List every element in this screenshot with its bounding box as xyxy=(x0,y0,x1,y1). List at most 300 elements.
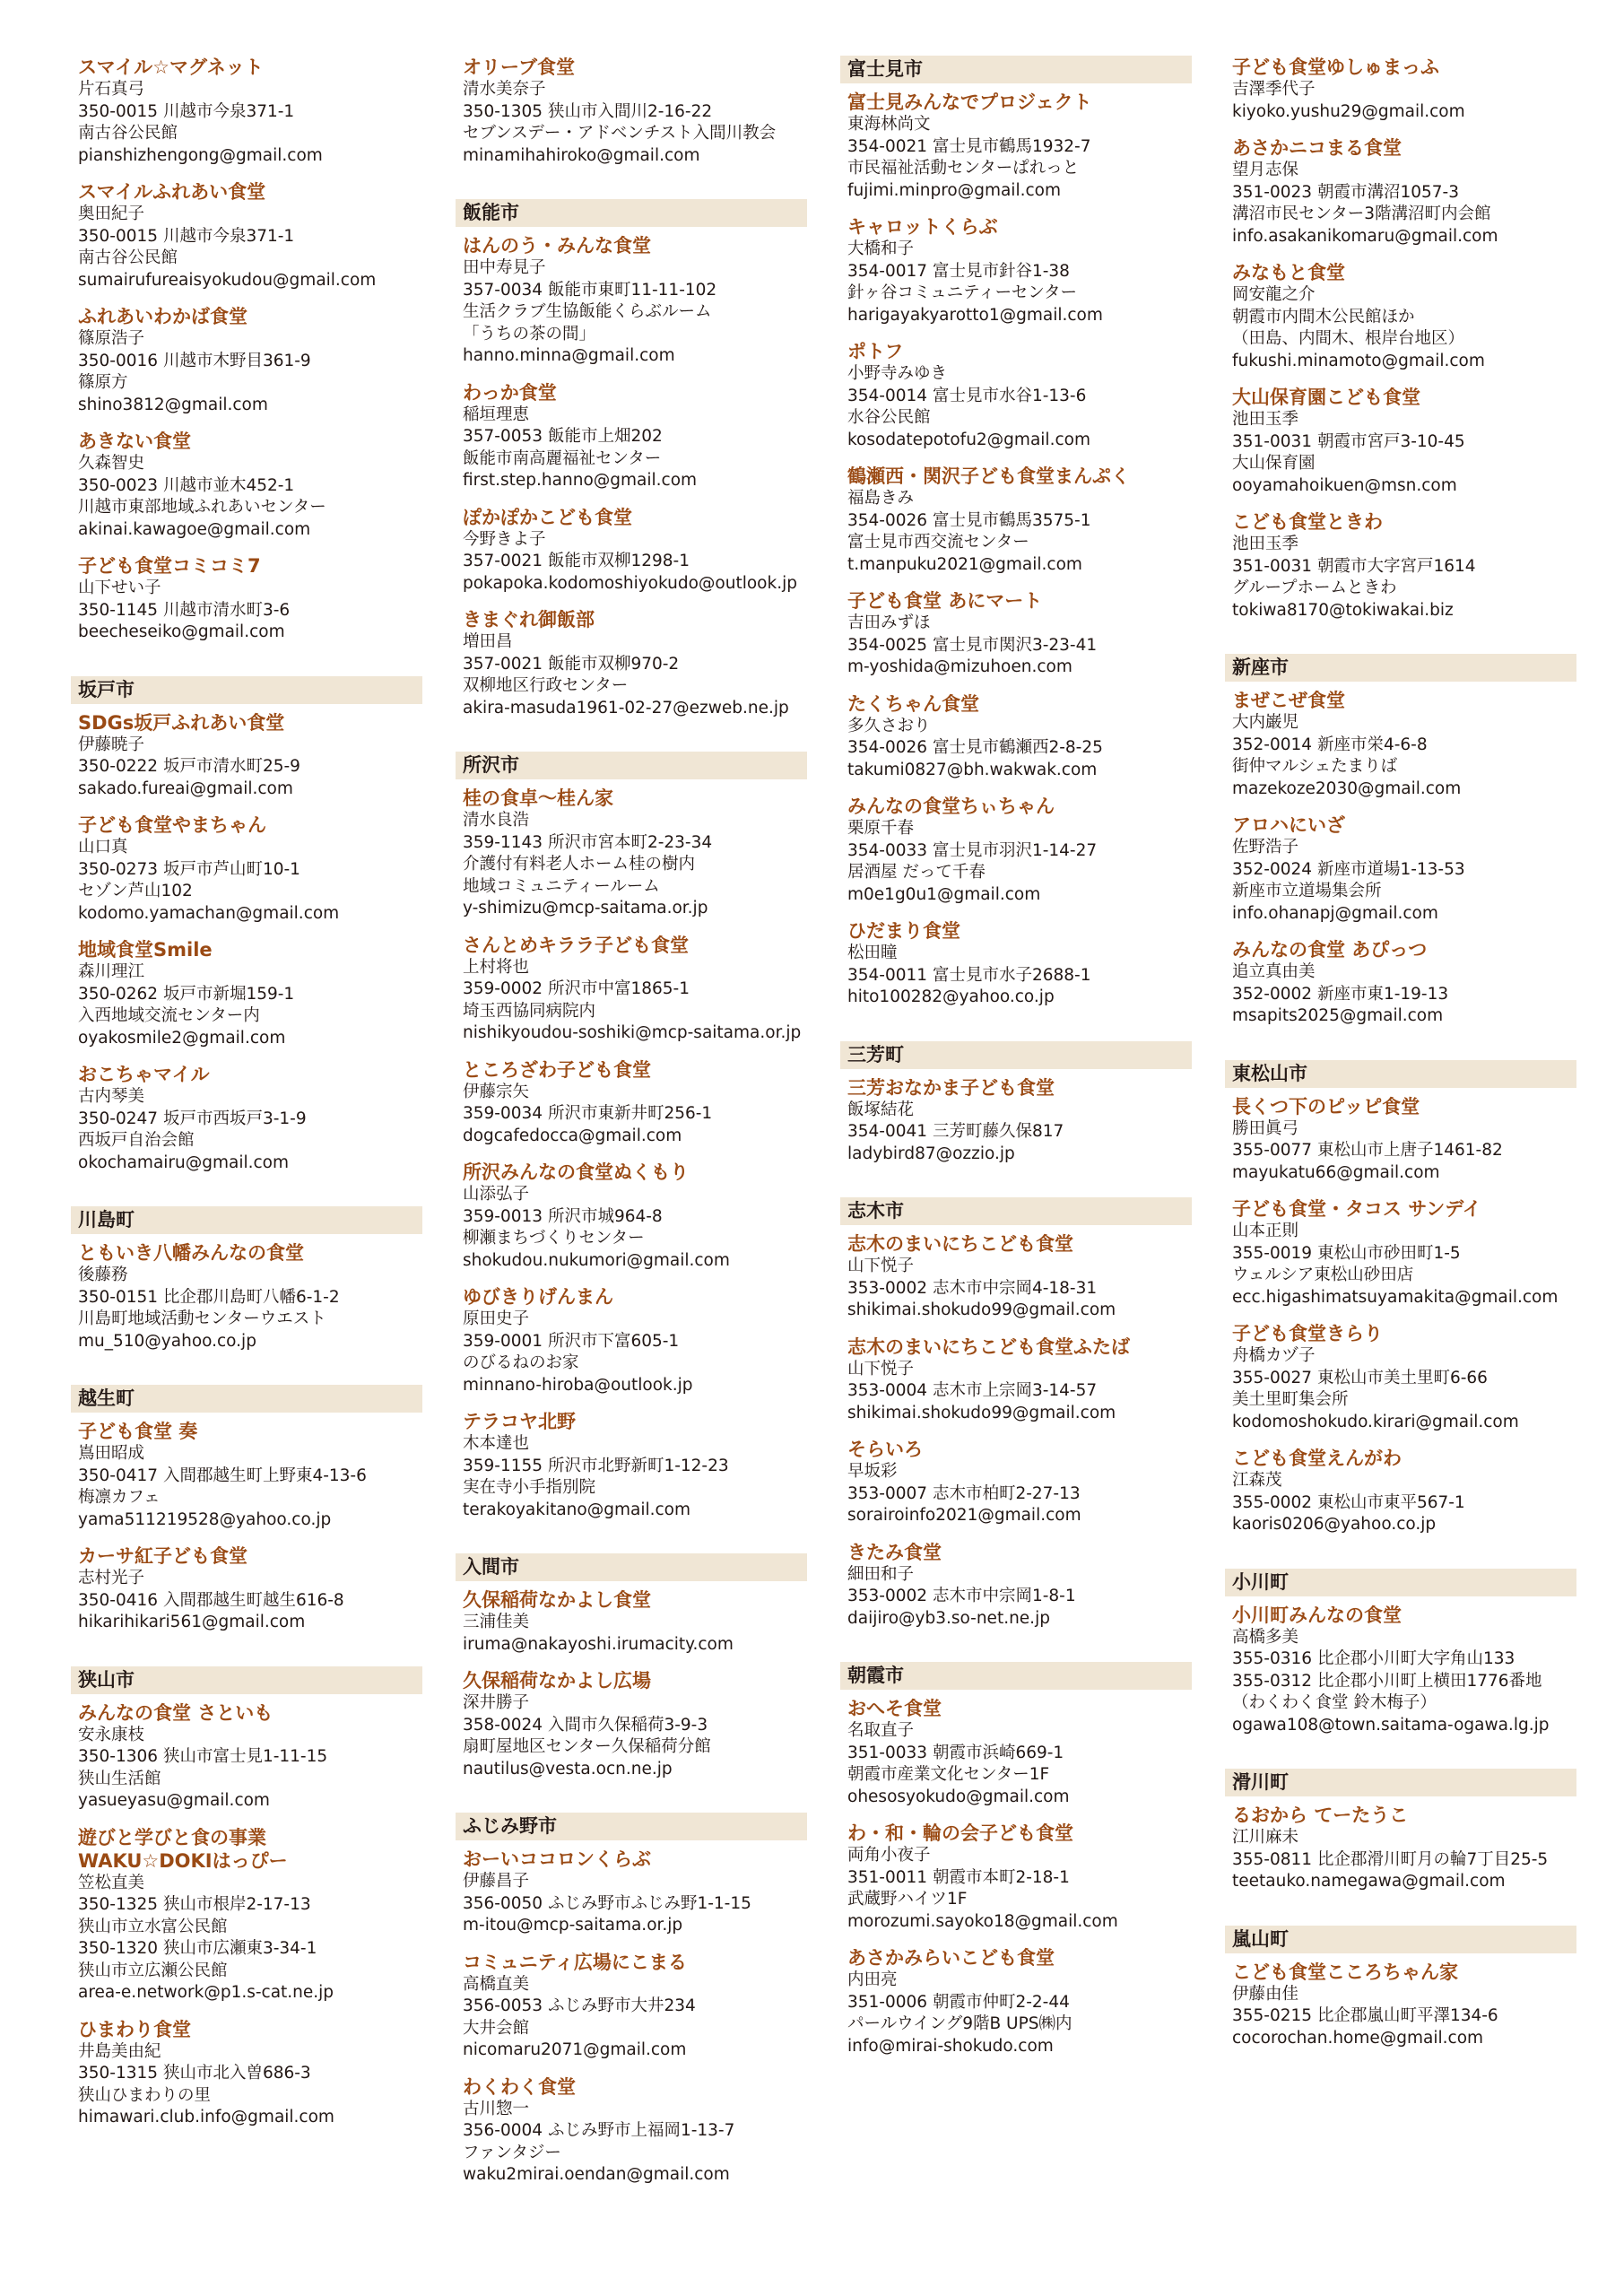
entry-detail: 350-1305 狭山市入間川2-16-22 xyxy=(463,101,713,121)
entry-email: minamihahiroko@gmail.com xyxy=(463,145,700,165)
shokudo-entry xyxy=(840,919,1192,1009)
entry-detail: 安永康枝 xyxy=(78,1725,145,1744)
entry-detail: 木本達也 xyxy=(463,1434,530,1453)
entry-detail: 351-0033 朝霞市浜崎669-1 xyxy=(847,1743,1064,1762)
entry-detail: 吉澤季代子 xyxy=(1232,80,1316,99)
entry-detail: 田中寿見子 xyxy=(463,258,546,277)
entry-detail: 南古谷公民館 xyxy=(78,124,178,143)
entry-detail: 柳瀬まちづくりセンター xyxy=(463,1229,645,1248)
entry-email: area-e.network@p1.s-cat.ne.jp xyxy=(78,1983,334,2002)
entry-name: アロハにいざ xyxy=(1232,814,1345,836)
region-header: 坂戸市 xyxy=(71,676,422,704)
entry-email: sorairoinfo2021@gmail.com xyxy=(847,1506,1081,1525)
entry-detail: 山口真 xyxy=(78,838,128,857)
shokudo-entry xyxy=(1225,1604,1576,1737)
entry-email: first.step.hanno@gmail.com xyxy=(463,471,698,490)
entry-email: nicomaru2071@gmail.com xyxy=(463,2040,687,2059)
entry-detail: 地域コミュニティールーム xyxy=(463,876,660,896)
entry-email: nautilus@vesta.ocn.ne.jp xyxy=(463,1759,673,1779)
region-header: 越生町 xyxy=(71,1385,422,1413)
entry-email: shokudou.nukumori@gmail.com xyxy=(463,1250,730,1270)
entry-detail: 354-0014 富士見市水谷1-13-6 xyxy=(847,386,1087,405)
entry-detail: 稲垣理恵 xyxy=(463,404,530,424)
entry-detail: 355-0215 比企郡嵐山町平澤134-6 xyxy=(1232,2006,1498,2025)
entry-detail: 大内巌児 xyxy=(1232,713,1299,732)
shokudo-entry xyxy=(1225,1447,1576,1536)
shokudo-entry xyxy=(840,1076,1192,1166)
entry-name: 桂の食卓～桂ん家 xyxy=(463,787,613,809)
entry-detail: 水谷公民館 xyxy=(847,408,931,427)
entry-name: みんなの食堂 さといも xyxy=(78,1701,274,1724)
entry-name: テラコヤ北野 xyxy=(463,1411,576,1432)
directory-column-3 xyxy=(840,56,1192,2071)
shokudo-entry xyxy=(71,813,422,925)
entry-email: beecheseiko@gmail.com xyxy=(78,622,285,641)
entry-detail: 望月志保 xyxy=(1232,161,1299,179)
shokudo-entry xyxy=(71,1826,422,2005)
shokudo-entry xyxy=(1225,56,1576,123)
region-section xyxy=(456,1553,807,1780)
entry-detail: グループホームときわ xyxy=(1232,578,1397,597)
entry-detail: 351-0031 朝霞市宮戸3-10-45 xyxy=(1232,431,1465,451)
entry-name: 小川町みんなの食堂 xyxy=(1232,1604,1402,1626)
entry-detail: 針ヶ谷コミュニティーセンター xyxy=(847,283,1078,302)
entry-detail: 介護付有料老人ホーム桂の樹内 xyxy=(463,855,696,874)
shokudo-entry xyxy=(71,430,422,541)
entry-email: pianshizhengong@gmail.com xyxy=(78,145,323,165)
region-header: 朝霞市 xyxy=(840,1662,1192,1690)
entry-email: m-yoshida@mizuhoen.com xyxy=(847,657,1073,676)
entry-email: info.ohanapj@gmail.com xyxy=(1232,903,1438,923)
shokudo-entry xyxy=(456,2075,807,2187)
entry-detail: 久森智史 xyxy=(78,454,145,473)
shokudo-entry xyxy=(840,1541,1192,1631)
entry-detail: 352-0014 新座市栄4-6-8 xyxy=(1232,735,1428,754)
shokudo-entry xyxy=(456,1410,807,1521)
entry-name: わくわく食堂 xyxy=(463,2075,576,2098)
entry-name: 遊びと学びと食の事業 WAKU☆DOKIはっぴー xyxy=(78,1826,288,1872)
region-section xyxy=(456,199,807,719)
entry-detail: 355-0027 東松山市美土里町6-66 xyxy=(1232,1368,1488,1387)
entry-email: daijiro@yb3.so-net.ne.jp xyxy=(847,1608,1050,1628)
entry-detail: 扇町屋地区センター久保稲荷分館 xyxy=(463,1737,711,1756)
entry-detail: 354-0025 富士見市関沢3-23-41 xyxy=(847,635,1098,655)
entry-email: hikarihikari561@gmail.com xyxy=(78,1613,306,1631)
entry-email: tokiwa8170@tokiwakai.biz xyxy=(1232,600,1454,620)
entry-detail: 350-1325 狭山市根岸2-17-13 xyxy=(78,1895,311,1914)
region-section xyxy=(456,752,807,1521)
entry-name: こども食堂ときわ xyxy=(1232,511,1383,533)
shokudo-entry xyxy=(840,795,1192,906)
entry-email: kiyoko.yushu29@gmail.com xyxy=(1232,101,1465,121)
entry-detail: 山下悦子 xyxy=(847,1359,915,1378)
entry-name: まぜこぜ食堂 xyxy=(1232,690,1345,711)
entry-email: cocorochan.home@gmail.com xyxy=(1232,2028,1484,2048)
shokudo-entry xyxy=(456,1058,807,1148)
region-section xyxy=(1225,1926,1576,2050)
entry-detail: 高橋直美 xyxy=(463,1974,530,1994)
entry-detail: 359-1143 所沢市宮本町2-23-34 xyxy=(463,832,713,852)
entry-name: おこちゃマイル xyxy=(78,1064,210,1085)
entry-email: okochamairu@gmail.com xyxy=(78,1152,290,1172)
entry-detail: 実在寺小手指別院 xyxy=(463,1478,596,1497)
entry-detail: 354-0011 富士見市水子2688-1 xyxy=(847,965,1091,985)
entry-email: teetauko.namegawa@gmail.com xyxy=(1232,1872,1506,1891)
entry-detail: 清水美奈子 xyxy=(463,80,546,99)
entry-detail: 名取直子 xyxy=(847,1721,915,1740)
entry-email: sumairufureaisyokudou@gmail.com xyxy=(78,270,377,290)
entry-detail: 佐野浩子 xyxy=(1232,838,1299,857)
entry-detail: 354-0033 富士見市羽沢1-14-27 xyxy=(847,840,1098,860)
entry-email: dogcafedocca@gmail.com xyxy=(463,1126,682,1145)
entry-detail: 新座市立道場集会所 xyxy=(1232,882,1382,900)
entry-detail: 358-0024 入間市久保稲荷3-9-3 xyxy=(463,1715,708,1735)
shokudo-entry xyxy=(1225,136,1576,248)
region-section xyxy=(71,1385,422,1634)
shokudo-entry xyxy=(456,1951,807,2062)
entry-name: スマイルふれあい食堂 xyxy=(78,181,266,203)
entry-detail: 大橋和子 xyxy=(847,239,915,258)
entry-detail: 350-0247 坂戸市西坂戸3-1-9 xyxy=(78,1109,307,1128)
entry-email: ecc.higashimatsuyamakita@gmail.com xyxy=(1232,1287,1559,1307)
shokudo-entry xyxy=(71,1701,422,1813)
entry-detail: 両角小夜子 xyxy=(847,1846,931,1865)
region-header: 嵐山町 xyxy=(1225,1926,1576,1953)
entry-name: きまぐれ御飯部 xyxy=(463,609,595,631)
entry-name: そらいろ xyxy=(847,1439,923,1460)
entry-detail: 多久さおり xyxy=(847,716,931,735)
shokudo-entry xyxy=(1225,1961,1576,2050)
directory-column-2 xyxy=(456,56,807,2200)
entry-detail: 355-0019 東松山市砂田町1-5 xyxy=(1232,1243,1461,1263)
entry-email: shikimai.shokudo99@gmail.com xyxy=(847,1300,1116,1319)
entry-name: わ・和・輪の会子ども食堂 xyxy=(847,1822,1073,1844)
entry-detail: 川越市東部地域ふれあいセンター xyxy=(78,498,326,517)
entry-detail: 井島美由紀 xyxy=(78,2041,161,2061)
entry-email: terakoyakitano@gmail.com xyxy=(463,1500,690,1519)
entry-detail: 350-1306 狭山市富士見1-11-15 xyxy=(78,1747,328,1766)
entry-name: ポトフ xyxy=(847,341,904,362)
entry-email: fujimi.minpro@gmail.com xyxy=(847,180,1061,200)
entry-email: sakado.fureai@gmail.com xyxy=(78,778,293,798)
shokudo-entry xyxy=(456,1669,807,1780)
entry-detail: 350-0015 川越市今泉371-1 xyxy=(78,226,295,246)
shokudo-entry xyxy=(840,589,1192,679)
region-header: 飯能市 xyxy=(456,199,807,227)
entry-detail: 355-0811 比企郡滑川町月の輪7丁目25-5 xyxy=(1232,1849,1549,1869)
entry-detail: 奥田紀子 xyxy=(78,204,145,223)
entry-email: akinai.kawagoe@gmail.com xyxy=(78,519,311,539)
entry-detail: 355-0316 比企郡小川町大字角山133 xyxy=(1232,1649,1515,1668)
entry-detail: 双柳地区行政センター xyxy=(463,676,629,695)
entry-email: y-shimizu@mcp-saitama.or.jp xyxy=(463,899,708,918)
entry-detail: 山添弘子 xyxy=(463,1185,530,1204)
entry-detail: 352-0024 新座市道場1-13-53 xyxy=(1232,859,1465,879)
entry-email: t.manpuku2021@gmail.com xyxy=(847,554,1082,574)
entry-name: はんのう・みんな食堂 xyxy=(463,235,651,257)
entry-name: 子ども食堂・タコス サンデイ xyxy=(1232,1198,1481,1220)
entry-name: オリーブ食堂 xyxy=(463,57,575,78)
entry-name: 子ども食堂やまちゃん xyxy=(78,814,266,836)
entry-detail: ファンタジー xyxy=(463,2143,561,2162)
entry-detail: 片石真弓 xyxy=(78,80,145,99)
shokudo-entry xyxy=(1225,1197,1576,1309)
entry-detail: 舟橋カヅ子 xyxy=(1232,1346,1316,1365)
entry-email: oyakosmile2@gmail.com xyxy=(78,1028,286,1048)
entry-detail: 伊藤暁子 xyxy=(78,735,145,754)
entry-detail: 朝霞市内間木公民館ほか xyxy=(1232,307,1415,326)
region-header: 東松山市 xyxy=(1225,1060,1576,1088)
entry-email: info.asakanikomaru@gmail.com xyxy=(1232,226,1498,246)
entry-detail: 353-0004 志木市上宗岡3-14-57 xyxy=(847,1381,1098,1400)
entry-detail: （田島、内間木、根岸台地区） xyxy=(1232,329,1465,348)
entry-name: ところざわ子ども食堂 xyxy=(463,1058,651,1081)
entry-detail: 飯塚結花 xyxy=(847,1100,915,1119)
entry-detail: 355-0077 東松山市上唐子1461-82 xyxy=(1232,1141,1503,1160)
shokudo-entry xyxy=(1225,689,1576,800)
entry-name: 久保稲荷なかよし広場 xyxy=(463,1670,651,1692)
region-section xyxy=(71,1206,422,1352)
entry-detail: 美土里町集会所 xyxy=(1232,1390,1349,1409)
entry-email: kodomoshokudo.kirari@gmail.com xyxy=(1232,1412,1519,1431)
entry-detail: 350-1315 狭山市北入曽686-3 xyxy=(78,2064,311,2083)
entry-name: あきない食堂 xyxy=(78,430,191,452)
region-section xyxy=(840,1041,1192,1166)
region-section xyxy=(71,56,422,644)
region-section xyxy=(71,676,422,1175)
entry-detail: 359-0034 所沢市東新井町256-1 xyxy=(463,1104,713,1123)
entry-name: ゆびきりげんまん xyxy=(463,1286,613,1308)
entry-detail: 追立真由美 xyxy=(1232,962,1316,981)
entry-email: kodomo.yamachan@gmail.com xyxy=(78,903,340,923)
shokudo-entry xyxy=(840,1822,1192,1933)
region-section xyxy=(840,1197,1192,1630)
entry-name: みんなの食堂 あぴっつ xyxy=(1232,939,1428,961)
entry-name: 子ども食堂コミコミ7 xyxy=(78,555,261,577)
entry-name: キャロットくらぶ xyxy=(847,216,998,238)
entry-name: こども食堂えんがわ xyxy=(1232,1448,1402,1469)
entry-detail: 357-0034 飯能市東町11-11-102 xyxy=(463,280,717,300)
region-section xyxy=(456,1813,807,2187)
entry-email: ogawa108@town.saitama-ogawa.lg.jp xyxy=(1232,1715,1550,1735)
entry-detail: 武蔵野ハイツ1F xyxy=(847,1890,968,1909)
shokudo-entry xyxy=(1225,261,1576,372)
entry-email: yasueyasu@gmail.com xyxy=(78,1791,270,1810)
shokudo-entry xyxy=(840,1438,1192,1527)
shokudo-entry xyxy=(456,1588,807,1656)
entry-email: hanno.minna@gmail.com xyxy=(463,346,675,365)
entry-detail: 森川理江 xyxy=(78,962,145,981)
shokudo-entry xyxy=(71,1241,422,1352)
entry-detail: 354-0026 富士見市鶴瀬西2-8-25 xyxy=(847,738,1103,757)
entry-email: fukushi.minamoto@gmail.com xyxy=(1232,351,1485,370)
shokudo-entry xyxy=(840,692,1192,782)
entry-detail: 篠原方 xyxy=(78,373,128,392)
shokudo-entry xyxy=(456,934,807,1045)
entry-email: ooyamahoikuen@msn.com xyxy=(1232,475,1457,495)
entry-name: 鶴瀬西・関沢子ども食堂まんぷく xyxy=(847,465,1130,487)
entry-name: 所沢みんなの食堂ぬくもり xyxy=(463,1161,689,1183)
entry-name: 子ども食堂 あにマート xyxy=(847,590,1043,612)
entry-detail: 入西地域交流センター内 xyxy=(78,1006,260,1025)
entry-name: ひだまり食堂 xyxy=(847,920,960,942)
entry-detail: 山下せい子 xyxy=(78,578,161,597)
entry-detail: 今野きよ子 xyxy=(463,529,546,549)
entry-detail: セブンスデー・アドベンチスト入間川教会 xyxy=(463,124,777,143)
entry-name: あさかニコまる食堂 xyxy=(1232,137,1402,159)
entry-name: 子ども食堂ゆしゅまっふ xyxy=(1232,57,1439,78)
entry-email: minnano-hiroba@outlook.jp xyxy=(463,1375,693,1395)
entry-detail: 359-0001 所沢市下富605-1 xyxy=(463,1331,680,1351)
entry-name: みなもと食堂 xyxy=(1232,262,1345,283)
entry-email: himawari.club.info@gmail.com xyxy=(78,2108,334,2126)
region-section xyxy=(456,56,807,167)
entry-detail: 福島きみ xyxy=(847,489,915,508)
entry-detail: 嶌田昭成 xyxy=(78,1444,145,1463)
entry-detail: 内田亮 xyxy=(847,1970,898,1989)
entry-name: 子ども食堂 奏 xyxy=(78,1421,198,1442)
entry-name: おへそ食堂 xyxy=(847,1698,942,1719)
entry-name: ひまわり食堂 xyxy=(78,2018,191,2040)
entry-name: 久保稲荷なかよし食堂 xyxy=(463,1589,651,1611)
entry-detail: 351-0011 朝霞市本町2-18-1 xyxy=(847,1867,1070,1887)
region-header: ふじみ野市 xyxy=(456,1813,807,1840)
entry-email: hito100282@yahoo.co.jp xyxy=(847,987,1055,1006)
entry-email: kosodatepotofu2@gmail.com xyxy=(847,430,1090,449)
entry-detail: 後藤務 xyxy=(78,1265,128,1284)
entry-email: morozumi.sayoko18@gmail.com xyxy=(847,1911,1118,1931)
entry-detail: 357-0053 飯能市上畑202 xyxy=(463,427,663,446)
entry-detail: 上村将也 xyxy=(463,957,530,977)
shokudo-entry xyxy=(71,554,422,644)
entry-detail: 川島町地域活動センターウエスト xyxy=(78,1309,326,1328)
entry-name: 地域食堂Smile xyxy=(78,939,213,961)
shokudo-entry xyxy=(71,180,422,291)
region-section xyxy=(1225,1769,1576,1893)
entry-detail: 357-0021 飯能市双柳1298-1 xyxy=(463,552,690,570)
shokudo-entry xyxy=(1225,1095,1576,1185)
region-header: 小川町 xyxy=(1225,1569,1576,1596)
entry-detail: 350-1145 川越市清水町3-6 xyxy=(78,600,291,620)
entry-email: mu_510@yahoo.co.jp xyxy=(78,1331,256,1351)
entry-detail: 大山保育園 xyxy=(1232,454,1316,473)
entry-detail: 古内琴美 xyxy=(78,1087,145,1106)
entry-detail: 埼玉西協同病院内 xyxy=(463,1001,596,1021)
entry-detail: 飯能市南高麗福祉センター xyxy=(463,448,662,468)
shokudo-entry xyxy=(456,1161,807,1272)
entry-detail: 大井会館 xyxy=(463,2018,530,2038)
entry-detail: 勝田眞弓 xyxy=(1232,1118,1299,1138)
region-header: 志木市 xyxy=(840,1197,1192,1225)
shokudo-entry xyxy=(1225,1804,1576,1893)
entry-detail: 伊藤昌子 xyxy=(463,1872,530,1891)
entry-detail: ウェルシア東松山砂田店 xyxy=(1232,1265,1414,1284)
region-section xyxy=(1225,654,1576,1028)
entry-name: コミュニティ広場にこまる xyxy=(463,1951,687,1973)
entry-email: harigayakyarotto1@gmail.com xyxy=(847,305,1103,325)
entry-name: みんなの食堂ちぃちゃん xyxy=(847,796,1055,817)
entry-detail: 伊藤宗矢 xyxy=(463,1082,530,1101)
entry-detail: 350-0151 比企郡川島町八幡6-1-2 xyxy=(78,1287,340,1307)
region-section xyxy=(840,56,1192,1009)
entry-detail: 池田玉季 xyxy=(1232,535,1299,553)
entry-email: waku2mirai.oendan@gmail.com xyxy=(463,2165,730,2184)
shokudo-entry xyxy=(840,1697,1192,1808)
entry-name: 三芳おなかま子ども食堂 xyxy=(847,1076,1055,1099)
entry-name: こども食堂こころちゃん家 xyxy=(1232,1961,1458,1983)
entry-email: kaoris0206@yahoo.co.jp xyxy=(1232,1515,1437,1534)
shokudo-entry xyxy=(456,608,807,719)
directory-column-1 xyxy=(71,56,422,2143)
shokudo-entry xyxy=(1225,938,1576,1028)
entry-name: 富士見みんなでプロジェクト xyxy=(847,91,1092,113)
entry-detail: 356-0053 ふじみ野市大井234 xyxy=(463,1996,696,2015)
entry-detail: セゾン芦山102 xyxy=(78,882,193,900)
entry-detail: 笠松直美 xyxy=(78,1873,145,1892)
region-section xyxy=(1225,56,1576,622)
entry-detail: 352-0002 新座市東1-19-13 xyxy=(1232,984,1449,1004)
shokudo-entry xyxy=(71,305,422,416)
region-header: 狭山市 xyxy=(71,1666,422,1694)
entry-name: きたみ食堂 xyxy=(847,1541,942,1563)
entry-email: info@mirai-shokudo.com xyxy=(847,2036,1054,2056)
entry-email: mazekoze2030@gmail.com xyxy=(1232,778,1462,798)
entry-detail: 原田史子 xyxy=(463,1309,530,1328)
directory-column-4 xyxy=(1225,56,1576,2063)
entry-detail: 池田玉季 xyxy=(1232,410,1299,429)
entry-email: shino3812@gmail.com xyxy=(78,395,268,414)
entry-name: スマイル☆マグネット xyxy=(78,57,264,78)
entry-detail: 狭山市立水富公民館 xyxy=(78,1917,228,1936)
entry-detail: 353-0002 志木市中宗岡4-18-31 xyxy=(847,1278,1098,1298)
entry-detail: 350-0273 坂戸市芦山町10-1 xyxy=(78,859,300,879)
shokudo-entry xyxy=(840,1335,1192,1425)
entry-name: 子ども食堂きらり xyxy=(1232,1323,1383,1344)
entry-detail: 354-0041 三芳町藤久保817 xyxy=(847,1122,1064,1141)
entry-detail: 350-0016 川越市木野目361-9 xyxy=(78,351,311,370)
entry-email: ladybird87@ozzio.jp xyxy=(847,1144,1015,1163)
shokudo-entry xyxy=(840,340,1192,451)
entry-detail: 志村光子 xyxy=(78,1569,145,1587)
entry-detail: 小野寺みゆき xyxy=(847,364,948,383)
entry-email: m0e1g0u1@gmail.com xyxy=(847,884,1041,904)
entry-detail: 居酒屋 だって千春 xyxy=(847,863,986,882)
shokudo-entry xyxy=(71,56,422,167)
entry-detail: 353-0002 志木市中宗岡1-8-1 xyxy=(847,1587,1076,1605)
entry-detail: 354-0021 富士見市鶴馬1932-7 xyxy=(847,136,1091,156)
entry-detail: 350-0015 川越市今泉371-1 xyxy=(78,101,295,121)
entry-detail: 高橋多美 xyxy=(1232,1627,1299,1647)
entry-email: mayukatu66@gmail.com xyxy=(1232,1162,1440,1182)
entry-email: akira-masuda1961-02-27@ezweb.ne.jp xyxy=(463,698,789,718)
entry-detail: （わくわく食堂 鈴木梅子） xyxy=(1232,1693,1437,1712)
entry-name: おーいココロンくらぶ xyxy=(463,1848,651,1870)
entry-detail: 篠原浩子 xyxy=(78,329,145,348)
shokudo-entry xyxy=(456,381,807,492)
region-header: 入間市 xyxy=(456,1553,807,1581)
region-section xyxy=(840,1662,1192,2057)
region-header: 所沢市 xyxy=(456,752,807,779)
entry-detail: 359-1155 所沢市北野新町1-12-23 xyxy=(463,1456,729,1475)
entry-name: ともいき八幡みんなの食堂 xyxy=(78,1242,304,1264)
region-section xyxy=(1225,1060,1576,1536)
entry-email: m-itou@mcp-saitama.or.jp xyxy=(463,1916,683,1935)
shokudo-entry xyxy=(71,1544,422,1634)
entry-detail: 古川惣一 xyxy=(463,2099,530,2118)
shokudo-entry xyxy=(456,787,807,920)
region-header: 滑川町 xyxy=(1225,1769,1576,1796)
entry-detail: 細田和子 xyxy=(847,1564,915,1584)
